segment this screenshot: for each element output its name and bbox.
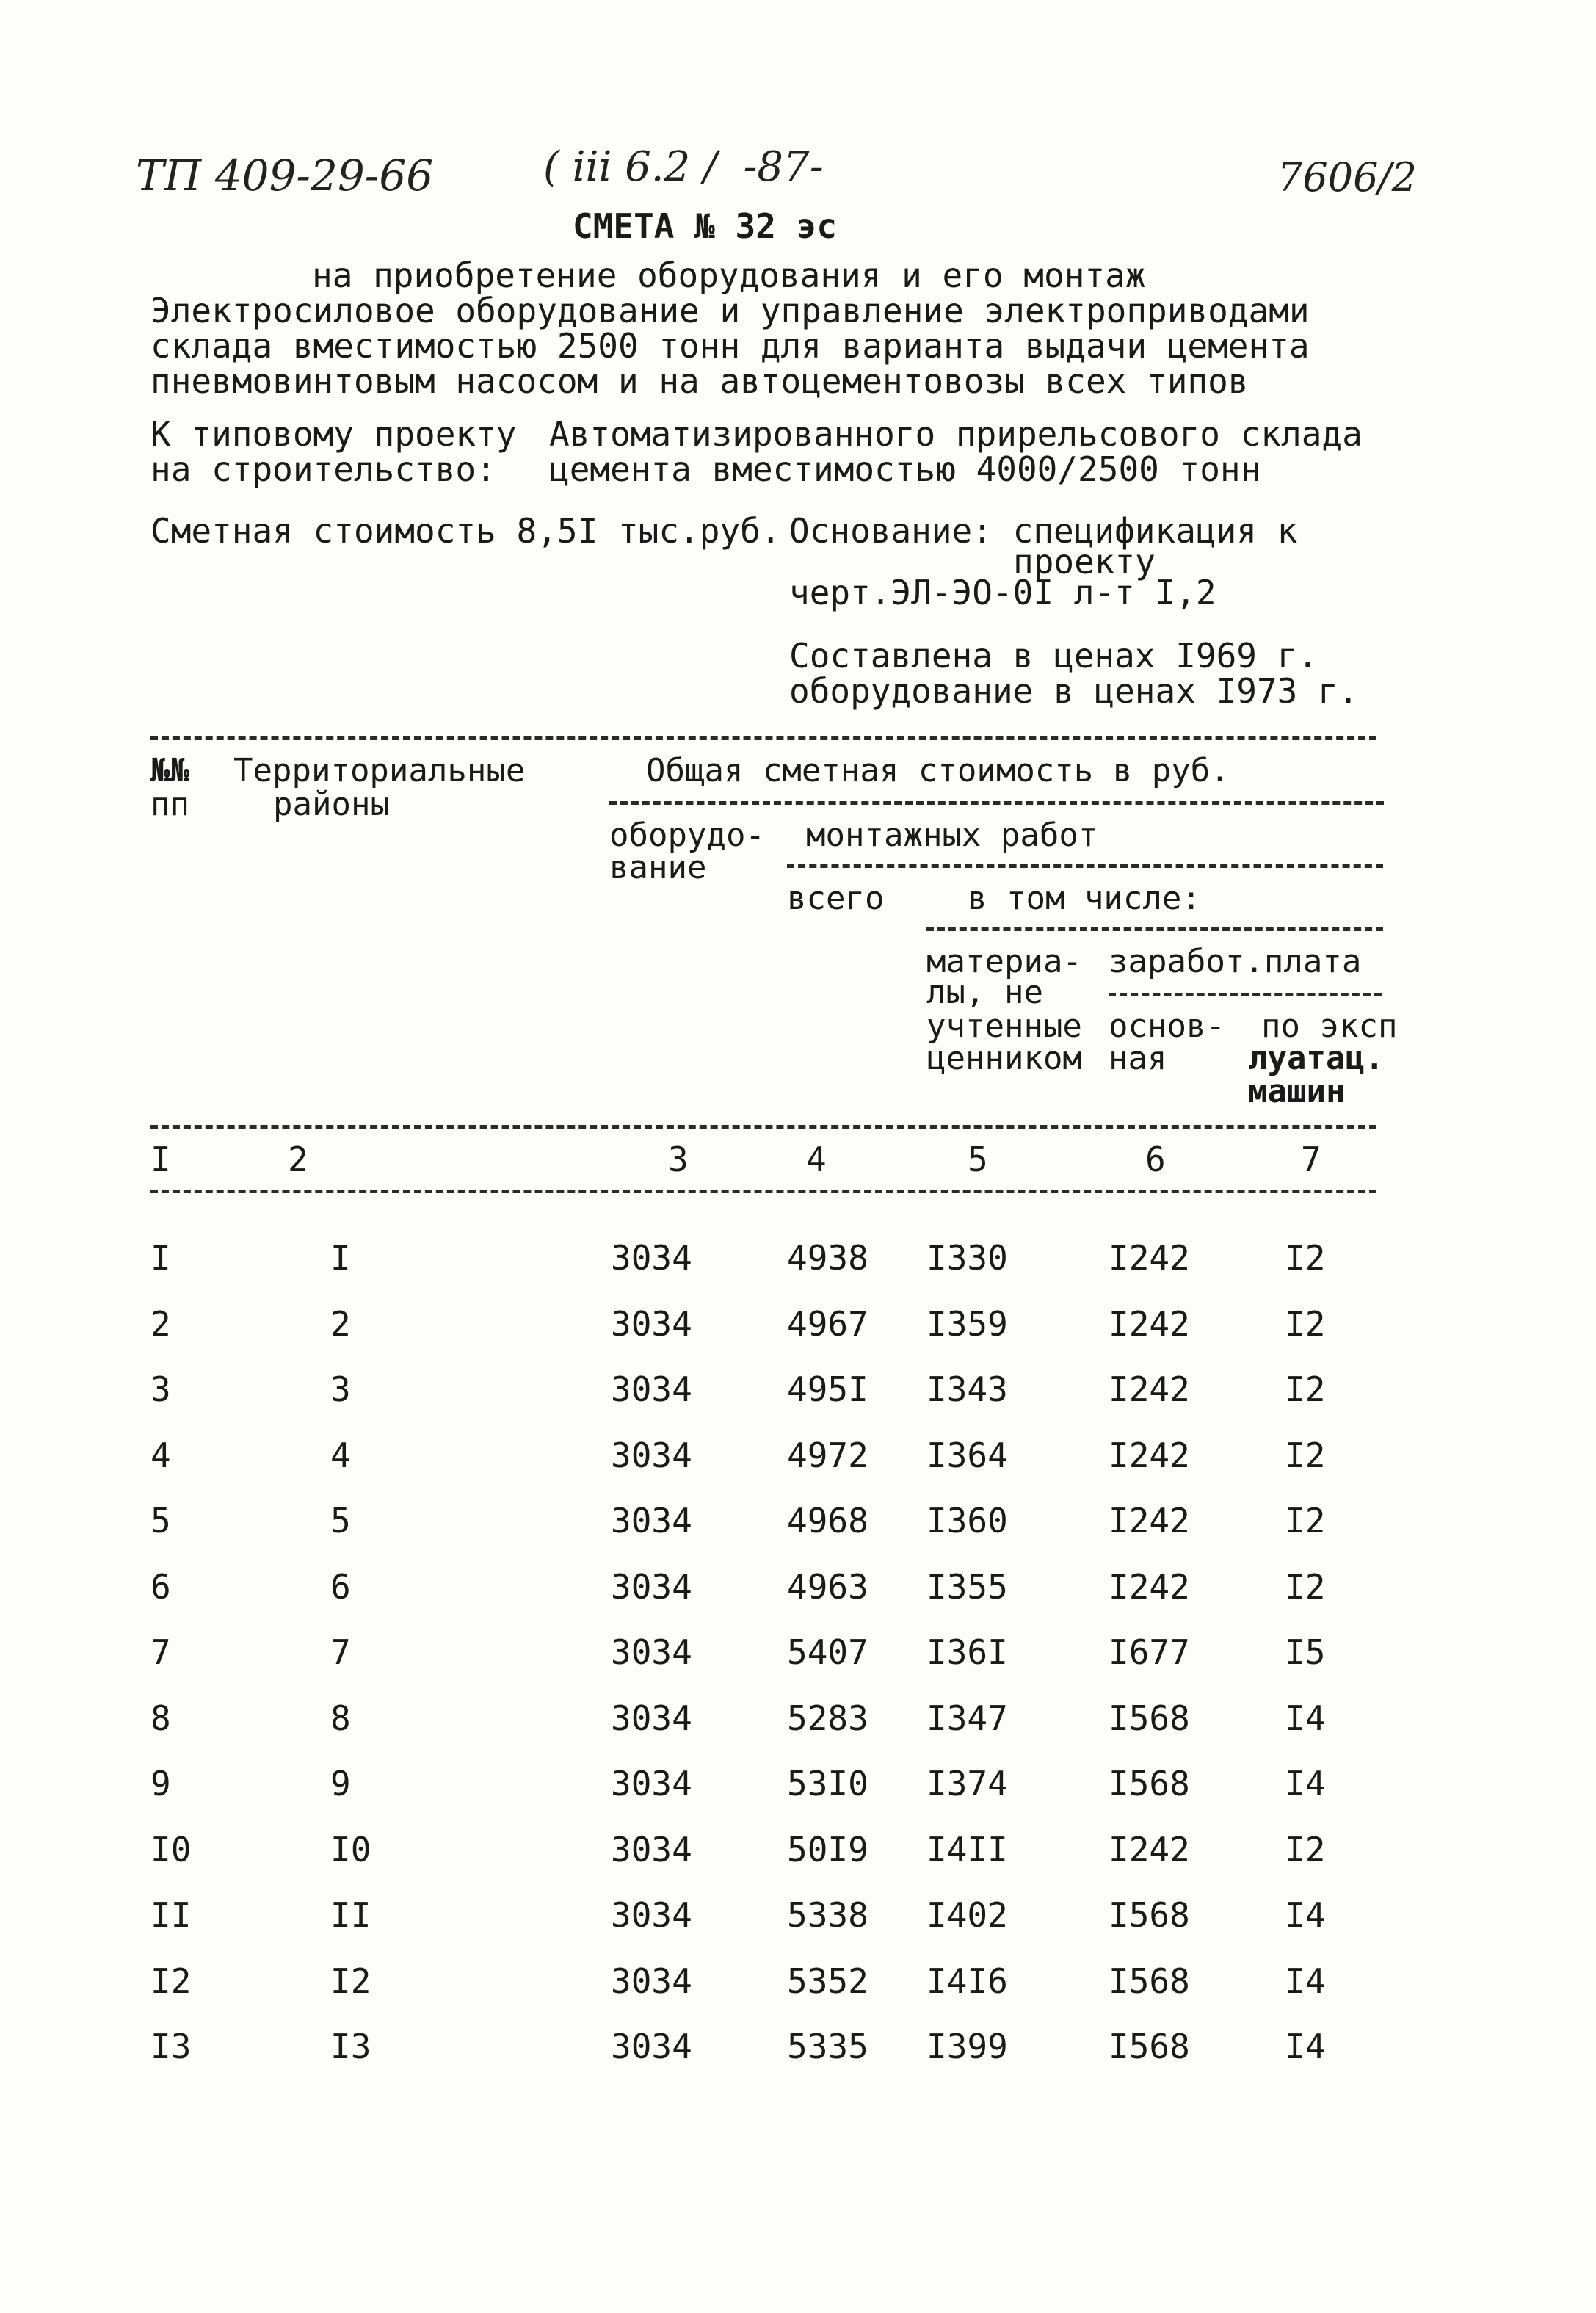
table-row [0, 1632, 1596, 1676]
column-number-1: I [150, 1140, 171, 1179]
header-rule-2 [787, 864, 1383, 868]
table-row [0, 1303, 1596, 1348]
cell-basic-wage: I568 [1109, 1961, 1190, 2001]
cell-installation-total: 5335 [787, 2027, 868, 2066]
table-row [0, 1895, 1596, 1939]
cell-installation-total: 4938 [787, 1238, 868, 1278]
header-including: в том числе: [968, 880, 1201, 917]
cell-installation-total: 4963 [787, 1566, 868, 1607]
table-row [0, 1829, 1596, 1874]
cell-installation-total: 4972 [787, 1435, 868, 1475]
cell-materials-cost: I359 [926, 1303, 1008, 1344]
basis-line-1: Основание: спецификация к [789, 511, 1298, 551]
cell-region: 4 [330, 1435, 351, 1475]
column-number-7: 7 [1301, 1140, 1321, 1179]
column-number-3: 3 [668, 1140, 689, 1179]
cell-equipment-cost: 3034 [611, 1961, 692, 2001]
sheet-reference: 7606/2 [1277, 154, 1417, 200]
column-number-6: 6 [1145, 1140, 1166, 1179]
cell-machine-wage: I4 [1285, 1764, 1326, 1803]
cell-materials-cost: I355 [926, 1566, 1008, 1607]
cell-installation-total: 5352 [787, 1961, 868, 2001]
cell-region: 8 [330, 1698, 351, 1738]
cell-equipment-cost: 3034 [611, 1369, 692, 1409]
table-row [0, 1566, 1596, 1611]
cell-materials-cost: I347 [926, 1698, 1008, 1738]
cell-installation-total: 4968 [787, 1501, 868, 1541]
cell-installation-total: 495I [787, 1369, 868, 1409]
table-row [0, 1698, 1596, 1742]
cell-region: 5 [330, 1501, 351, 1541]
cell-materials-cost: I360 [926, 1501, 1008, 1541]
cell-row-number: 7 [150, 1632, 171, 1672]
header-materials-4: ценником [926, 1040, 1082, 1077]
cell-region: 9 [330, 1764, 351, 1803]
cell-installation-total: 50I9 [787, 1829, 868, 1869]
cell-basic-wage: I242 [1109, 1238, 1190, 1278]
cell-equipment-cost: 3034 [611, 2027, 692, 2066]
cell-region: I [330, 1238, 351, 1278]
header-wage: заработ.плата [1109, 943, 1362, 980]
cell-equipment-cost: 3034 [611, 1435, 692, 1475]
project-label-2: на строительство: [150, 449, 496, 489]
cell-row-number: 6 [150, 1566, 171, 1607]
cell-installation-total: 5407 [787, 1632, 868, 1672]
cell-machine-wage: I2 [1285, 1501, 1326, 1541]
title-line-2: Электросиловое оборудование и управление электроприводами [150, 291, 1310, 330]
cell-basic-wage: I242 [1109, 1369, 1190, 1409]
column-numbers-top-rule [150, 1125, 1376, 1129]
header-equipment-1: оборудо- [609, 817, 765, 854]
cell-basic-wage: I242 [1109, 1303, 1190, 1344]
cell-equipment-cost: 3034 [611, 1303, 692, 1344]
cell-region: I3 [330, 2027, 371, 2066]
table-row [0, 1238, 1596, 1282]
prices-line-1: Составлена в ценах I969 г. [789, 636, 1318, 676]
cell-machine-wage: I4 [1285, 1961, 1326, 2001]
cell-materials-cost: I4II [926, 1829, 1008, 1869]
cell-materials-cost: I374 [926, 1764, 1008, 1803]
header-basic-2: ная [1109, 1040, 1167, 1077]
header-total: всего [787, 880, 885, 917]
cell-machine-wage: I4 [1285, 1895, 1326, 1935]
header-equipment-2: вание [609, 849, 707, 886]
cell-equipment-cost: 3034 [611, 1566, 692, 1607]
cell-row-number: I2 [150, 1961, 192, 2001]
cell-machine-wage: I2 [1285, 1369, 1326, 1409]
cell-basic-wage: I568 [1109, 1764, 1190, 1803]
cell-region: I2 [330, 1961, 371, 2001]
project-value-2: цемента вместимостью 4000/2500 тонн [549, 449, 1261, 489]
cell-materials-cost: I402 [926, 1895, 1008, 1935]
cell-materials-cost: I36I [926, 1632, 1008, 1672]
project-value-1: Автоматизированного прирельсового склада [549, 414, 1363, 454]
cell-basic-wage: I242 [1109, 1435, 1190, 1475]
cell-equipment-cost: 3034 [611, 1698, 692, 1738]
header-installation: монтажных работ [806, 817, 1098, 854]
cell-row-number: II [150, 1895, 192, 1935]
header-total-cost: Общая сметная стоимость в руб. [646, 752, 1230, 789]
cell-machine-wage: I4 [1285, 2027, 1326, 2066]
cell-region: I0 [330, 1829, 371, 1869]
cell-materials-cost: I4I6 [926, 1961, 1008, 2001]
title-line-1: на приобретение оборудования и его монтаж [312, 256, 1146, 295]
table-row [0, 1369, 1596, 1414]
cell-machine-wage: I4 [1285, 1698, 1326, 1738]
album-reference: ( ⅲ 6.2 / -87- [543, 143, 824, 191]
cell-region: 6 [330, 1566, 351, 1607]
header-basic-1: основ- [1109, 1007, 1225, 1045]
cell-materials-cost: I343 [926, 1369, 1008, 1409]
column-number-4: 4 [806, 1140, 827, 1179]
prices-line-2: оборудование в ценах I973 г. [789, 671, 1359, 711]
project-code: ТП 409-29-66 [136, 151, 434, 200]
table-row [0, 1501, 1596, 1545]
table-row [0, 1435, 1596, 1480]
cell-region: 3 [330, 1369, 351, 1409]
title-line-3: склада вместимостью 2500 тонн для варианта выдачи цемента [150, 326, 1310, 366]
cell-row-number: I [150, 1238, 171, 1278]
cell-row-number: 2 [150, 1303, 171, 1344]
cell-installation-total: 4967 [787, 1303, 868, 1344]
cell-installation-total: 5338 [787, 1895, 868, 1935]
header-materials-2: лы, не [926, 974, 1043, 1011]
cell-row-number: 9 [150, 1764, 171, 1803]
header-rule-3 [926, 927, 1383, 931]
estimated-cost: Сметная стоимость 8,5I тыс.руб. [150, 511, 781, 551]
cell-equipment-cost: 3034 [611, 1829, 692, 1869]
cell-basic-wage: I242 [1109, 1566, 1190, 1607]
header-materials-1: материа- [926, 943, 1082, 980]
cell-machine-wage: I2 [1285, 1435, 1326, 1475]
cell-materials-cost: I399 [926, 2027, 1008, 2066]
cell-row-number: 8 [150, 1698, 171, 1738]
basis-line-2: проекту [1013, 542, 1156, 582]
cell-materials-cost: I330 [926, 1238, 1008, 1278]
column-number-2: 2 [288, 1140, 308, 1179]
cell-region: 7 [330, 1632, 351, 1672]
cell-basic-wage: I242 [1109, 1501, 1190, 1541]
cell-installation-total: 5283 [787, 1698, 868, 1738]
table-row [0, 2027, 1596, 2071]
header-machines-1: по эксп [1261, 1007, 1398, 1045]
cell-region: 2 [330, 1303, 351, 1344]
cell-machine-wage: I2 [1285, 1829, 1326, 1869]
cell-row-number: I0 [150, 1829, 192, 1869]
basis-line-3: черт.ЭЛ-ЭО-0I л-т I,2 [789, 573, 1216, 612]
cell-region: II [330, 1895, 371, 1935]
title-line-4: пневмовинтовым насосом и на автоцементовозы всех типов [150, 361, 1249, 401]
column-numbers-bottom-rule [150, 1190, 1376, 1193]
cell-equipment-cost: 3034 [611, 1764, 692, 1803]
cell-equipment-cost: 3034 [611, 1238, 692, 1278]
cell-equipment-cost: 3034 [611, 1895, 692, 1935]
cell-equipment-cost: 3034 [611, 1501, 692, 1541]
header-rule-4 [1109, 993, 1382, 996]
cell-installation-total: 53I0 [787, 1764, 868, 1803]
header-region-1: Территориальные [233, 752, 526, 789]
cell-machine-wage: I5 [1285, 1632, 1326, 1672]
cell-basic-wage: I568 [1109, 1895, 1190, 1935]
cell-machine-wage: I2 [1285, 1303, 1326, 1344]
cell-basic-wage: I568 [1109, 2027, 1190, 2066]
header-materials-3: учтенные [926, 1007, 1082, 1045]
cell-row-number: 4 [150, 1435, 171, 1475]
table-top-rule [150, 736, 1376, 740]
cell-machine-wage: I2 [1285, 1238, 1326, 1278]
cell-equipment-cost: 3034 [611, 1632, 692, 1672]
header-machines-3: машин [1248, 1073, 1346, 1110]
cell-row-number: I3 [150, 2027, 192, 2066]
project-label-1: К типовому проекту [150, 414, 517, 454]
cell-row-number: 5 [150, 1501, 171, 1541]
table-row [0, 1961, 1596, 2005]
cell-machine-wage: I2 [1285, 1566, 1326, 1607]
cell-basic-wage: I677 [1109, 1632, 1190, 1672]
cell-basic-wage: I568 [1109, 1698, 1190, 1738]
column-number-5: 5 [968, 1140, 988, 1179]
header-region-2: районы [273, 786, 390, 823]
cell-basic-wage: I242 [1109, 1829, 1190, 1869]
header-num-2: пп [150, 786, 189, 823]
table-row [0, 1764, 1596, 1808]
estimate-title: СМЕТА № 32 эс [573, 206, 838, 246]
header-rule-1 [609, 801, 1384, 805]
cell-row-number: 3 [150, 1369, 171, 1409]
cell-materials-cost: I364 [926, 1435, 1008, 1475]
header-num-1: №№ [150, 752, 189, 789]
header-machines-2: луатац. [1248, 1040, 1385, 1077]
